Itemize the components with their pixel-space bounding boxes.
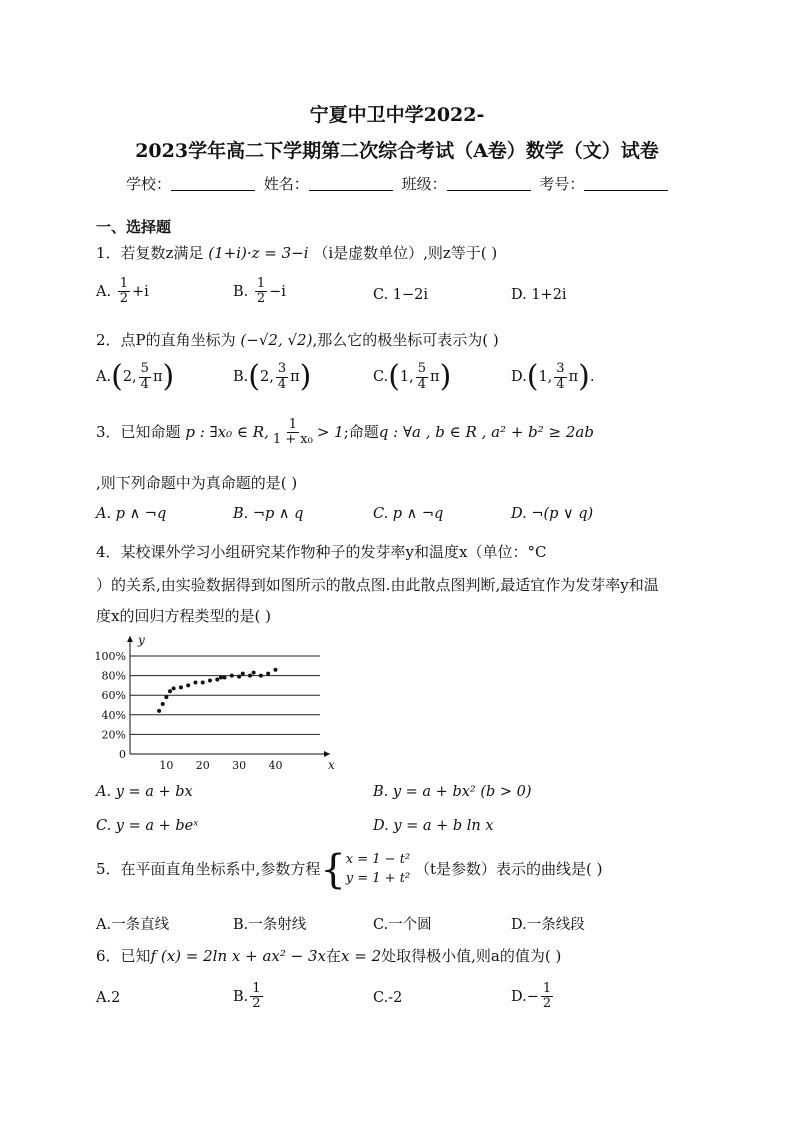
numerator: 3 (556, 361, 565, 377)
y-tick-label: 0 (119, 748, 126, 761)
data-point (241, 672, 245, 676)
paren-left: ( (526, 359, 539, 394)
y-tick-label: 60% (101, 689, 126, 703)
question-1-formula: (1+i)·z = 3−i (208, 244, 309, 262)
option-text: . (589, 369, 595, 385)
data-point (161, 702, 165, 706)
parametric-system (346, 851, 410, 889)
fraction (139, 362, 151, 392)
denominator: 4 (277, 376, 287, 392)
numerator: 5 (140, 361, 149, 377)
data-point (252, 671, 256, 675)
page-title-line2: 2023学年高二下学期第二次综合考试（A卷）数学（文）试卷 (135, 140, 659, 162)
x-axis-label: x (328, 758, 335, 772)
name-label: 姓名： (263, 175, 309, 193)
q5-option-a[interactable]: A.一条直线 (96, 917, 170, 933)
denominator: 1 + x₀ (272, 432, 313, 448)
question-4-line1: 4．某校课外学习小组研究某作物种子的发芽率y和温度x（单位：°C (96, 543, 547, 561)
paren-left: ( (248, 359, 260, 394)
student-info-fields (126, 173, 672, 194)
fraction (554, 362, 566, 392)
question-5-text: 5．在平面直角坐标系中,参数方程 (96, 860, 321, 878)
y-tick-label: 80% (101, 669, 126, 683)
q4-option-a[interactable]: A. y = a + bx (96, 784, 193, 800)
q2-option-a[interactable] (96, 359, 175, 394)
exam-number-label: 考号： (539, 175, 585, 193)
y-tick-label: 40% (101, 708, 126, 722)
q6-option-b[interactable] (233, 982, 265, 1012)
q3-option-a[interactable]: A. p ∧ ¬q (96, 506, 167, 522)
data-point (219, 676, 223, 680)
question-5-tail: （t是参数）表示的曲线是( ) (414, 860, 603, 878)
x-tick-label: 10 (159, 759, 174, 772)
fraction (271, 418, 315, 448)
q1-option-b[interactable] (233, 277, 286, 307)
option-text: 1, (399, 369, 414, 385)
proposition-p: p : ∃x₀ ∈ R, (185, 422, 269, 441)
q6-option-a[interactable]: A.2 (96, 990, 121, 1006)
school-label: 学校： (126, 175, 172, 193)
question-3 (96, 418, 594, 448)
numerator: 1 (256, 276, 266, 291)
brace: { (320, 847, 346, 893)
paren-left: ( (388, 359, 400, 394)
fraction (541, 982, 553, 1012)
question-6-formula: f (x) = 2ln x + ax² − 3x (150, 947, 326, 965)
data-point (168, 689, 172, 693)
denominator: 4 (417, 376, 427, 392)
question-3-line2: ,则下列命题中为真命题的是( ) (96, 474, 298, 492)
data-point (237, 675, 241, 679)
data-point (201, 680, 205, 684)
class-blank[interactable] (447, 176, 531, 191)
question-5 (96, 847, 603, 893)
question-6-text: 6．已知 (96, 947, 151, 965)
option-label: C. (373, 369, 389, 385)
denominator: 2 (252, 996, 261, 1012)
data-point (208, 679, 212, 683)
question-1-tail: （i是虚数单位）,则z等于( ) (313, 244, 498, 262)
pi-symbol: π (568, 369, 579, 385)
numerator: 1 (119, 276, 128, 291)
q3-option-d[interactable]: D. ¬(p ∨ q) (511, 506, 594, 522)
pi-symbol: π (290, 369, 300, 385)
denominator: 2 (119, 291, 128, 307)
paren-right: ) (162, 359, 175, 394)
q6-option-c[interactable]: C.-2 (373, 990, 403, 1006)
q5-option-b[interactable]: B.一条射线 (233, 917, 307, 933)
data-point (186, 683, 190, 687)
question-4-line3: 度x的回归方程类型的是( ) (96, 607, 271, 625)
data-point (172, 686, 176, 690)
q4-option-c[interactable]: C. y = a + beˣ (96, 818, 199, 834)
x-axis-arrow (324, 751, 330, 757)
data-point (223, 676, 227, 680)
q2-option-c[interactable] (373, 359, 452, 394)
numerator: 1 (252, 981, 261, 996)
option-text: +i (131, 283, 149, 300)
paren-right: ) (439, 359, 452, 394)
fraction (255, 277, 267, 307)
option-label: A. (96, 283, 112, 300)
question-2 (96, 329, 499, 350)
school-blank[interactable] (171, 176, 255, 191)
scatter-chart (88, 630, 335, 775)
question-3-text: 3．已知命题 (96, 422, 181, 441)
proposition-q: q : ∀a , b ∈ R , a² + b² ≥ 2ab (378, 422, 594, 441)
question-4-line2: ）的关系,由实验数据得到如图所示的散点图.由此散点图判断,最适宜作为发芽率y和温 (96, 576, 659, 594)
option-text: 2, (259, 369, 274, 385)
section-heading: 一、选择题 (96, 218, 172, 236)
option-label: B. (233, 283, 249, 300)
option-label: B. (233, 369, 249, 385)
denominator: 2 (542, 996, 552, 1012)
q1-option-d[interactable]: D. 1+2i (511, 287, 567, 303)
data-point (259, 674, 263, 678)
data-point (230, 674, 234, 678)
data-point (157, 709, 161, 713)
question-2-formula: (−√2, √2) (240, 331, 313, 349)
option-text: 1, (538, 369, 553, 385)
q2-option-d[interactable] (511, 359, 595, 394)
name-blank[interactable] (309, 176, 393, 191)
equation-x: x = 1 − t² (345, 852, 411, 868)
question-6-tail: 处取得极小值,则a的值为( ) (381, 947, 562, 965)
q5-option-d[interactable]: D.一条线段 (511, 917, 585, 933)
y-axis-arrow (127, 636, 133, 642)
data-point (248, 674, 252, 678)
y-tick-label: 20% (101, 728, 126, 742)
class-label: 班级： (401, 175, 447, 193)
x-tick-label: 40 (268, 759, 283, 772)
denominator: 4 (556, 376, 565, 392)
data-point (164, 695, 168, 699)
exam-number-blank[interactable] (584, 176, 668, 191)
numerator: 5 (417, 361, 427, 377)
question-6-mid: 在 (326, 947, 342, 965)
numerator: 3 (277, 361, 287, 377)
q3-option-c[interactable]: C. p ∧ ¬q (373, 506, 444, 522)
fraction (416, 362, 428, 392)
question-2-text: 2．点P的直角坐标为 (96, 331, 236, 349)
option-label: B. (233, 988, 249, 1005)
data-point (215, 678, 219, 682)
equation-y: y = 1 + t² (345, 871, 411, 886)
x-tick-label: 20 (195, 759, 210, 772)
paren-right: ) (299, 359, 312, 394)
option-label: A. (96, 369, 112, 385)
fraction (276, 362, 288, 392)
q4-option-d[interactable]: D. y = a + b ln x (373, 818, 494, 834)
fraction (118, 277, 130, 307)
question-1-text: 1．若复数z满足 (96, 244, 204, 262)
denominator: 4 (140, 376, 149, 392)
page-title-line1: 宁夏中卫中学2022- (309, 104, 485, 126)
x-tick-label: 30 (232, 759, 247, 772)
question-6 (96, 945, 561, 966)
question-2-tail: ,那么它的极坐标可表示为( ) (312, 331, 499, 349)
pi-symbol: π (430, 369, 440, 385)
pi-symbol: π (152, 369, 163, 385)
question-3-mid: ;命题 (343, 422, 379, 441)
fraction (250, 982, 262, 1012)
minus-sign: − (526, 988, 539, 1005)
option-text: 2, (122, 369, 137, 385)
y-tick-label: 100% (94, 650, 126, 663)
y-axis-label: y (138, 633, 145, 647)
option-label: D. (511, 988, 527, 1005)
q1-option-c[interactable]: C. 1−2i (373, 287, 429, 303)
option-text: −i (269, 283, 286, 300)
q4-option-b[interactable]: B. y = a + bx² (b > 0) (373, 784, 532, 800)
proposition-p-tail: > 1 (316, 422, 344, 441)
option-label: D. (511, 369, 527, 385)
q2-option-b[interactable] (233, 359, 312, 394)
q3-option-b[interactable]: B. ¬p ∧ q (233, 506, 304, 522)
data-point (193, 680, 197, 684)
question-1 (96, 242, 497, 263)
denominator: 2 (256, 291, 266, 307)
q5-option-c[interactable]: C.一个圆 (373, 917, 432, 933)
data-point (266, 672, 270, 676)
question-6-condition: x = 2 (341, 947, 382, 965)
q6-option-d[interactable] (511, 982, 555, 1012)
data-point (273, 668, 277, 672)
numerator: 1 (542, 981, 552, 996)
data-point (179, 685, 183, 689)
numerator: 1 (288, 417, 297, 432)
paren-left: ( (111, 359, 123, 394)
q1-option-a[interactable] (96, 277, 149, 307)
paren-right: ) (578, 359, 590, 394)
